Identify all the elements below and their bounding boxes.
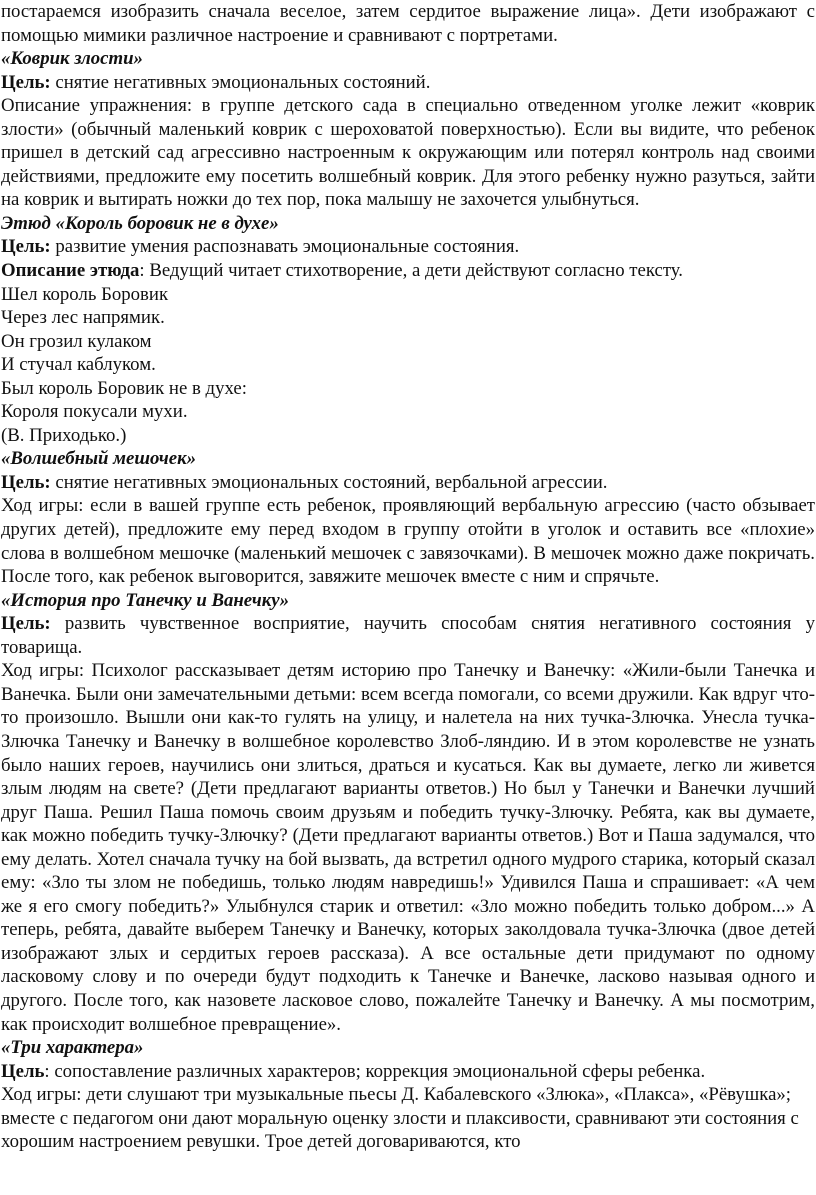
goal-text: развитие умения распознавать эмоциональные состояния. bbox=[50, 236, 520, 258]
goal-text: снятие негативных эмоциональных состояний. bbox=[50, 71, 431, 93]
section-goal-istoriya bbox=[1, 612, 815, 659]
goal-label: Цель: bbox=[1, 236, 51, 258]
desc-label: Описание этюда bbox=[1, 260, 140, 282]
goal-text: снятие негативных эмоциональных состояний, вербальной агрессии. bbox=[50, 471, 608, 493]
section-description-istoriya: Ход игры: Психолог рассказывает детям историю про Танечку и Ванечку: «Жили-были Танечка и Ванечка. Были они замечательными детьми: всем всегда помогали, со всеми дружили. Как вдруг что-то произошло. Вышли они как-то гулять на улицу, и налетела на них тучка-Злючка. Унесла тучка-Злючка Танечку и Ванечку в волшебное королевство Злоб-ляндию. И в этом королевстве не узнать было наших героев, научились они злиться, драться и кусаться. Как вы думаете, легко ли живется злым людям на свете? (Дети предлагают варианты ответов.) Но был у Танечки и Ванечки лучший друг Паша. Решил Паша помочь своим друзьям и победить тучку-Злючку. Ребята, как вы думаете, как можно победить тучку-Злючку? (Дети предлагают варианты ответов.) Вот и Паша задумался, что ему делать. Хотел сначала тучку на бой вызвать, да встретил одного мудрого старика, который сказал ему: «Зло ты злом не победишь, только людям навредишь!» Удивился Паша и спрашивает: «А чем же я его смогу победить?» Улыбнулся старик и ответил: «Зло можно победить только добром...» А теперь, ребята, давайте выберем Танечку и Ванечку, которых заколдовала тучка-Злючка (двое детей изображают злых и сердитых героев рассказа). А все остальные дети придумают по одному ласковому слову и по очереди будут подходить к Танечке и Ванечке, ласково называя одного и другого. После того, как назовете ласковое слово, пожалейте Танечку и Ванечку. А мы посмотрим, как происходит волшебное превращение». bbox=[1, 660, 815, 1035]
section-description-tri-haraktera: Ход игры: дети слушают три музыкальные пьесы Д. Кабалевского «Злюка», «Плакса», «Рёвушка»; вместе с педагогом они дают моральную оценку злости и плаксивости, сравнивают эти состояния с хорошим настроением ревушки. Трое детей договариваются, кто bbox=[1, 1084, 799, 1153]
poem-line: Через лес напрямик. bbox=[1, 307, 165, 329]
goal-text: : сопоставление различных характеров; коррекция эмоциональной сферы ребенка. bbox=[44, 1060, 706, 1082]
poem-line: Короля покусали мухи. bbox=[1, 401, 188, 423]
goal-label: Цель: bbox=[1, 613, 51, 635]
section-title-meshochek: «Волшебный мешочек» bbox=[1, 448, 197, 470]
desc-text: : Ведущий читает стихотворение, а дети действуют согласно тексту. bbox=[139, 260, 683, 282]
section-goal-kovrik bbox=[1, 71, 815, 95]
intro-paragraph: постараемся изобразить сначала веселое, затем сердитое выражение лица». Дети изображают с помощью мимики различное настроение и сравнивают с портретами. bbox=[1, 1, 815, 46]
section-desc-korol bbox=[1, 259, 815, 283]
poem-line: Шел король Боровик bbox=[1, 283, 169, 305]
poem-line: И стучал каблуком. bbox=[1, 354, 156, 376]
goal-label: Цель: bbox=[1, 471, 51, 493]
section-title-kovrik: «Коврик злости» bbox=[1, 48, 143, 70]
section-description-meshochek: Ход игры: если в вашей группе есть ребенок, проявляющий вербальную агрессию (часто обзывает других детей), предложите ему перед входом в группу отойти в уголок и оставить все «плохие» слова в волшебном мешочке (маленький мешочек с завязочками). В мешочек можно даже покричать. После того, как ребенок выговорится, завяжите мешочек вместе с ним и спрячьте. bbox=[1, 495, 815, 588]
goal-text: развить чувственное восприятие, научить способам снятия негативного состояния у товарища. bbox=[1, 613, 815, 658]
poem-author: (В. Приходько.) bbox=[1, 424, 127, 446]
section-goal-meshochek bbox=[1, 471, 815, 495]
document-page bbox=[1, 0, 815, 1154]
section-goal-tri-haraktera bbox=[1, 1060, 815, 1084]
section-description-kovrik: Описание упражнения: в группе детского сада в специально отведенном уголке лежит «коврик злости» (обычный маленький коврик с шероховатой поверхностью). Если вы видите, что ребенок пришел в детский сад агрессивно настроенным к окружающим или потерял контроль над своими действиями, предложите ему посетить волшебный коврик. Для этого ребенку нужно разуться, зайти на коврик и вытирать ножки до тех пор, пока малышу не захочется улыбнуться. bbox=[1, 95, 815, 211]
poem-line: Он грозил кулаком bbox=[1, 330, 152, 352]
goal-label: Цель: bbox=[1, 71, 51, 93]
section-title-korol: Этюд «Король боровик не в духе» bbox=[1, 212, 279, 234]
section-title-istoriya: «История про Танечку и Ванечку» bbox=[1, 589, 289, 611]
section-goal-korol bbox=[1, 235, 815, 259]
poem-line: Был король Боровик не в духе: bbox=[1, 377, 247, 399]
goal-label: Цель bbox=[1, 1060, 45, 1082]
section-title-tri-haraktera: «Три характера» bbox=[1, 1037, 144, 1059]
